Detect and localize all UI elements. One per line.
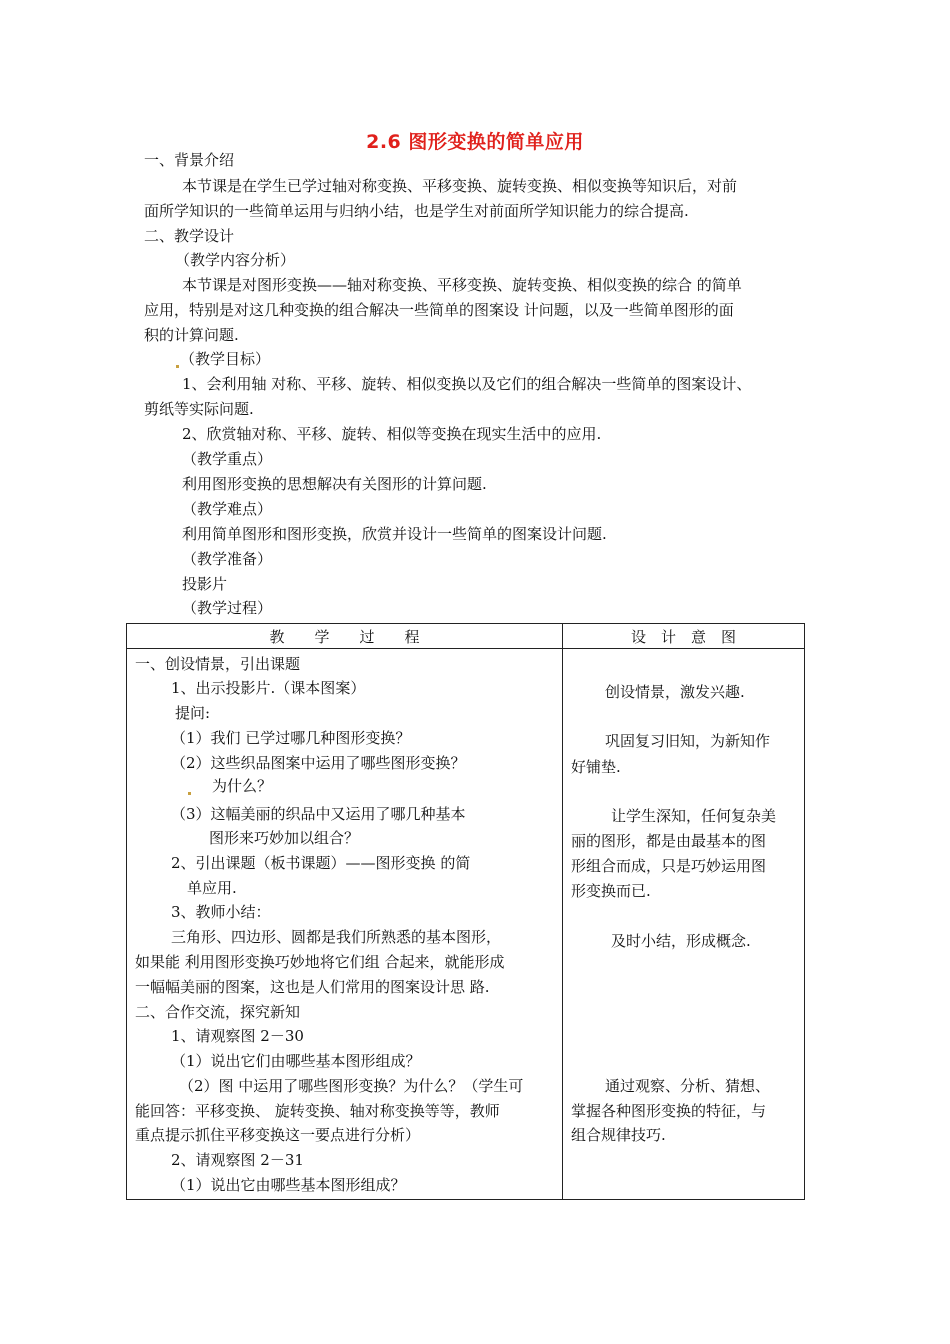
process-heading: （教学过程） (182, 599, 273, 617)
prep-text: 投影片 (182, 575, 228, 593)
process-line: （1）我们 已学过哪几种图形变换？ (171, 729, 411, 747)
stray-mark (188, 792, 191, 795)
process-line: 1、出示投影片.（课本图案） (171, 679, 366, 697)
process-line (187, 778, 272, 795)
intent-line: 创设情景，激发兴趣. (605, 683, 745, 701)
goals-heading-text: （教学目标） (180, 350, 271, 368)
goal-line: 2、欣赏轴对称、平移、旋转、相似等变换在现实生活中的应用. (182, 425, 602, 443)
difficulty-heading: （教学难点） (182, 500, 273, 518)
background-paragraph-line: 本节课是在学生已学过轴对称变换、平移变换、旋转变换、相似变换等知识后，对前 (182, 177, 738, 195)
intent-line: 通过观察、分析、猜想、 (605, 1077, 771, 1095)
key-text: 利用图形变换的思想解决有关图形的计算问题. (182, 475, 487, 493)
prep-heading: （教学准备） (182, 550, 273, 568)
process-line: 如果能 利用图形变换巧妙地将它们组 合起来，就能形成 (135, 953, 505, 971)
intent-line: 好铺垫. (571, 758, 621, 776)
intent-line: 掌握各种图形变换的特征，与 (571, 1102, 767, 1120)
goal-line: 1、会利用轴 对称、平移、旋转、相似变换以及它们的组合解决一些简单的图案设计、 (182, 375, 752, 393)
process-line: 3、教师小结： (171, 903, 271, 921)
process-line: 一、创设情景，引出课题 (135, 655, 301, 673)
content-paragraph-line: 本节课是对图形变换——轴对称变换、平移变换、旋转变换、相似变换的综合 的简单 (182, 276, 742, 294)
difficulty-text: 利用简单图形和图形变换，欣赏并设计一些简单的图案设计问题. (182, 525, 607, 543)
process-line: （3）这幅美丽的织品中又运用了哪几种基本 (171, 805, 466, 823)
process-line: 重点提示抓住平移变换这一要点进行分析） (135, 1126, 421, 1144)
intent-line: 形组合而成，只是巧妙运用图 (571, 857, 767, 875)
header-teaching-process: 教 学 过 程 (127, 624, 563, 649)
background-paragraph-line: 面所学知识的一些简单运用与归纳小结，也是学生对前面所学知识能力的综合提高. (144, 202, 689, 220)
page-title: 2.6 图形变换的简单应用 (366, 131, 584, 153)
process-line: 2、引出课题（板书课题）——图形变换 的简 (171, 854, 471, 872)
content-analysis-heading: （教学内容分析） (175, 251, 296, 269)
process-line: 1、请观察图 2－30 (171, 1027, 304, 1045)
process-line-text: 为什么？ (212, 777, 273, 795)
intent-line: 及时小结，形成概念. (611, 932, 751, 950)
process-line: 三角形、四边形、圆都是我们所熟悉的基本图形， (171, 928, 502, 946)
process-line: 能回答：平移变换、 旋转变换、轴对称变换等等，教师 (135, 1102, 500, 1120)
process-cell (127, 649, 563, 1200)
teaching-process-table (126, 623, 805, 1200)
process-line: 单应用. (187, 879, 237, 897)
key-heading: （教学重点） (182, 450, 273, 468)
header-design-intent: 设 计 意 图 (563, 624, 805, 649)
intent-line: 巩固复习旧知，为新知作 (605, 732, 771, 750)
process-line: 一幅幅美丽的图案，这也是人们常用的图案设计思 路. (135, 978, 490, 996)
process-line: 图形来巧妙加以组合？ (209, 829, 360, 847)
process-line: 2、请观察图 2－31 (171, 1151, 304, 1169)
goals-heading (175, 351, 270, 368)
process-line: 提问: (175, 704, 211, 722)
intent-line: 形变换而已. (571, 882, 651, 900)
design-intent-cell (563, 649, 805, 1200)
design-heading: 二、教学设计 (144, 227, 235, 245)
process-line: 二、合作交流，探究新知 (135, 1003, 301, 1021)
intent-line: 让学生深知，任何复杂美 (611, 807, 777, 825)
stray-mark (176, 365, 179, 368)
process-line: （2）这些织品图案中运用了哪些图形变换？ (171, 754, 466, 772)
content-paragraph-line: 应用，特别是对这几种变换的组合解决一些简单的图案设 计问题，以及一些简单图形的面 (144, 301, 734, 319)
process-line: （2）图 中运用了哪些图形变换？为什么？（学生可 (179, 1077, 524, 1095)
content-paragraph-line: 积的计算问题. (144, 326, 239, 344)
background-heading: 一、背景介绍 (144, 151, 235, 169)
process-line: （1）说出它们由哪些基本图形组成？ (171, 1052, 421, 1070)
intent-line: 丽的图形，都是由最基本的图 (571, 832, 767, 850)
process-line: （1）说出它由哪些基本图形组成？ (171, 1176, 406, 1194)
intent-line: 组合规律技巧. (571, 1126, 666, 1144)
goal-line: 剪纸等实际问题. (144, 400, 254, 418)
